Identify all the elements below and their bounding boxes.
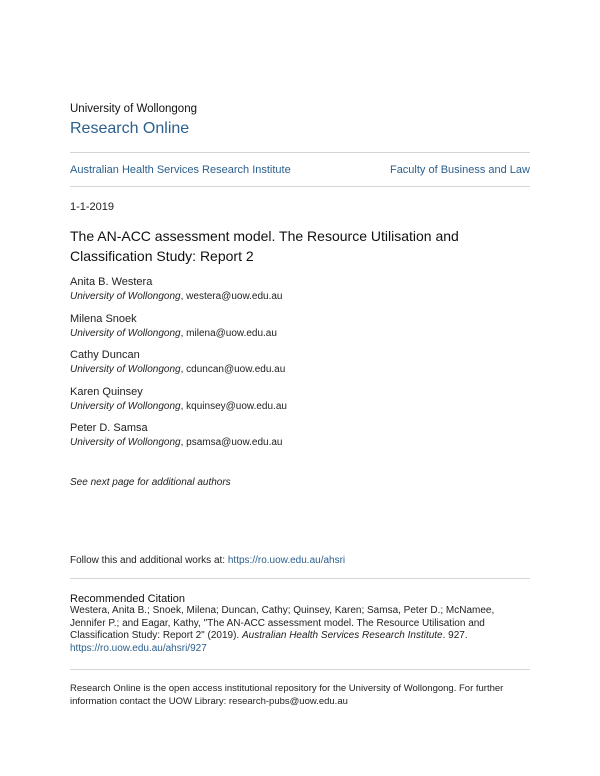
document-title: The AN-ACC assessment model. The Resource Utilisation and Classification Study: Report 2 [70,228,459,264]
citation-number: . 927. [442,630,468,641]
recommended-citation-heading: Recommended Citation [70,593,185,605]
author-email: , cduncan@uow.edu.au [180,364,286,375]
author-name: Cathy Duncan [70,349,140,361]
author-name: Peter D. Samsa [70,422,148,434]
author-email: , psamsa@uow.edu.au [180,437,283,448]
author-entry [70,386,287,414]
divider [70,669,530,670]
research-online-link[interactable]: Research Online [70,120,190,137]
author-entry [70,276,283,304]
follow-text: Follow this and additional works at: [70,555,228,566]
citation-body: Westera, Anita B.; Snoek, Milena; Duncan, Cathy; Quinsey, Karen; Samsa, Peter D.; McNamee, Jennifer P.; and Eagar, Kathy, "The AN-ACC assessment model. The Resource Utilisation and Classification Study: Report 2" (2019). [70,605,495,641]
collection-link-faculty[interactable]: Faculty of Business and Law [389,164,530,176]
author-affiliation [70,400,287,414]
author-email: , milena@uow.edu.au [180,328,277,339]
author-institution: University of Wollongong [70,291,181,302]
divider [70,578,530,579]
follow-url-link[interactable]: https://ro.uow.edu.au/ahsri [227,555,346,566]
author-affiliation [70,363,285,377]
author-entry [70,349,285,377]
citation-source: Australian Health Services Research Institute [241,630,443,641]
citation-text [70,605,532,655]
author-affiliation [70,327,277,341]
footer-note: Research Online is the open access institutional repository for the University of Wollongong. For further information contact the UOW Library: research-pubs@uow.edu.au [70,683,504,707]
citation-url-link[interactable]: https://ro.uow.edu.au/ahsri/927 [70,642,207,654]
author-email: , westera@uow.edu.au [180,291,283,302]
author-institution: University of Wollongong [70,328,181,339]
author-name: Milena Snoek [70,313,137,325]
divider [70,152,530,153]
author-name: Anita B. Westera [70,276,153,288]
author-entry [70,422,283,450]
author-affiliation [70,290,283,304]
author-name: Karen Quinsey [70,386,143,398]
author-institution: University of Wollongong [70,401,181,412]
publication-date: 1-1-2019 [70,201,115,213]
collection-link-institute[interactable]: Australian Health Services Research Institute [70,164,291,176]
author-affiliation [70,436,283,450]
see-next-page-note: See next page for additional authors [70,477,231,488]
divider [70,186,530,187]
author-email: , kquinsey@uow.edu.au [180,401,287,412]
author-institution: University of Wollongong [70,437,181,448]
university-name: University of Wollongong [70,103,197,115]
author-entry [70,313,277,341]
author-institution: University of Wollongong [70,364,181,375]
follow-line [70,555,345,566]
